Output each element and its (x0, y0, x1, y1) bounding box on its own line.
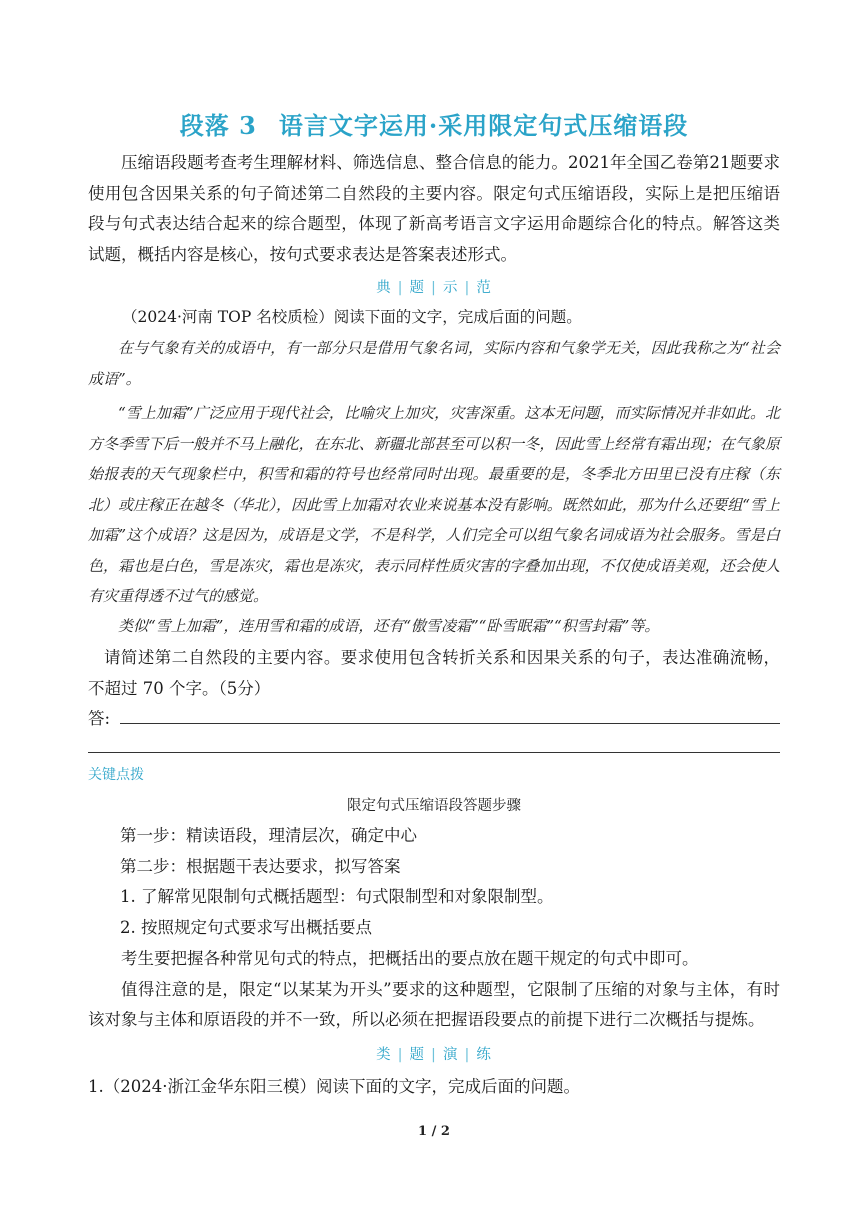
question-source: （2024·河南 TOP 名校质检）阅读下面的文字，完成后面的问题。 (122, 308, 582, 326)
title-part-number: 段落 3 (179, 111, 257, 140)
step-1: 第一步：精读语段，理清层次，确定中心 (120, 826, 417, 845)
steps-title: 限定句式压缩语段答题步骤 (347, 798, 521, 814)
step-2-point-1: 1. 了解常见限制句式概括题型：句式限制型和对象限制型。 (120, 887, 554, 906)
passage-paragraph-2: “雪上加霜”广泛应用于现代社会，比喻灾上加灾，灾害深重。这本无问题，而实际情况并非如此。北方冬季雪下后一般并不马上融化，在东北、新疆北部甚至可以积一冬，因此雪上经常有霜出现；在气象原始报表的天气现象栏中，积雪和霜的符号也经常同时出现。最重要的是，冬季北方田里已没有庄稼（东北）或庄稼正在越冬（华北），因此雪上加霜对农业来说基本没有影响。既然如此，那为什么还要组“雪上加霜”这个成语？这是因为，成语是文学，不是科学，人们完全可以组气象名词成语为社会服务。雪是白色，霜也是白色，雪是冻灾，霜也是冻灾，表示同样性质灾害的字叠加出现，不仅使成语美观，还会使人有灾重得透不过气的感觉。 (88, 404, 780, 605)
answer-line (120, 723, 780, 724)
step-2: 第二步：根据题干表达要求，拟写答案 (120, 857, 401, 876)
title-part-topic: 语言文字运用·采用限定句式压缩语段 (278, 111, 689, 140)
page-number: 1 / 2 (418, 1124, 450, 1139)
answer-area[interactable] (88, 705, 780, 729)
page-title (0, 106, 868, 141)
step-2-point-2: 2. 按照规定句式要求写出概括要点 (120, 918, 372, 937)
answer-label: 答: (88, 709, 111, 728)
tip-paragraph-1: 考生要把握各种常见句式的特点，把概括出的要点放在题干规定的句式中即可。 (121, 949, 699, 968)
question-text: 请简述第二自然段的主要内容。要求使用包含转折关系和因果关系的句子，表达准确流畅，不超过 70 个字。（5分） (88, 648, 780, 698)
practice-item-1: 1.（2024·浙江金华东阳三模）阅读下面的文字，完成后面的问题。 (88, 1077, 580, 1096)
key-points-heading: 关键点拨 (88, 767, 144, 783)
practice-section-label: 类 | 题 | 演 | 练 (376, 1047, 492, 1063)
passage-paragraph-1: 在与气象有关的成语中，有一部分只是借用气象名词，实际内容和气象学无关，因此我称之为“社会成语”。 (88, 339, 780, 388)
tip-paragraph-2: 值得注意的是，限定“以某某为开头”要求的这种题型，它限制了压缩的对象与主体，有时该对象与主体和原语段的并不一致，所以必须在把握语段要点的前提下进行二次概括与提炼。 (88, 980, 780, 1029)
answer-line-2 (88, 752, 780, 753)
intro-paragraph: 压缩语段题考查考生理解材料、筛选信息、整合信息的能力。2021年全国乙卷第21题要求使用包含因果关系的句子简述第二自然段的主要内容。限定句式压缩语段，实际上是把压缩语段与句式表达结合起来的综合题型，体现了新高考语言文字运用命题综合化的特点。解答这类试题，概括内容是核心，按句式要求表达是答案表述形式。 (88, 153, 780, 264)
passage-paragraph-3: 类似“雪上加霜”，连用雪和霜的成语，还有“傲雪凌霜”“卧雪眠霜”“积雪封霜”等。 (118, 617, 660, 635)
example-section-label: 典 | 题 | 示 | 范 (376, 280, 492, 296)
